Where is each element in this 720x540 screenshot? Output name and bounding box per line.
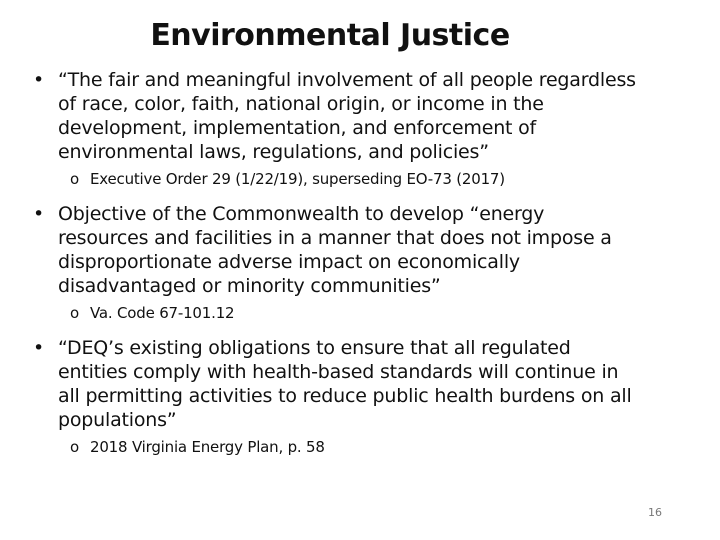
bullet-item: [30, 336, 640, 432]
sub-bullet-marker: o: [70, 170, 79, 188]
bullet-marker: •: [33, 337, 45, 359]
slide-title: Environmental Justice: [150, 18, 510, 53]
sub-bullet-text: Va. Code 67-101.12: [90, 304, 235, 322]
sub-bullet-marker: o: [70, 438, 79, 456]
sub-bullet-text: Executive Order 29 (1/22/19), superseding EO-73 (2017): [90, 170, 505, 188]
sub-bullet-item: [30, 169, 640, 190]
bullet-marker: •: [33, 203, 45, 225]
bullet-marker: •: [33, 69, 45, 91]
bullet-item: [30, 68, 640, 164]
spacer: [30, 190, 640, 202]
sub-bullet-text: 2018 Virginia Energy Plan, p. 58: [90, 438, 325, 456]
slide-content: [30, 68, 640, 458]
bullet-item: [30, 202, 640, 298]
spacer: [30, 324, 640, 336]
bullet-text: Objective of the Commonwealth to develop “energy resources and facilities in a manner that does not impose a disproportionate adverse impact on economically disadvantaged or minority communities”: [58, 203, 612, 297]
sub-bullet-item: [30, 437, 640, 458]
sub-bullet-marker: o: [70, 304, 79, 322]
sub-bullet-item: [30, 303, 640, 324]
page-number: 16: [648, 506, 662, 519]
bullet-text: “DEQ’s existing obligations to ensure that all regulated entities comply with health-based standards will continue in all permitting activities to reduce public health burdens on all populations”: [58, 337, 632, 431]
bullet-text: “The fair and meaningful involvement of all people regardless of race, color, faith, national origin, or income in the development, implementation, and enforcement of environmental laws, regulations, and policies”: [58, 69, 636, 163]
